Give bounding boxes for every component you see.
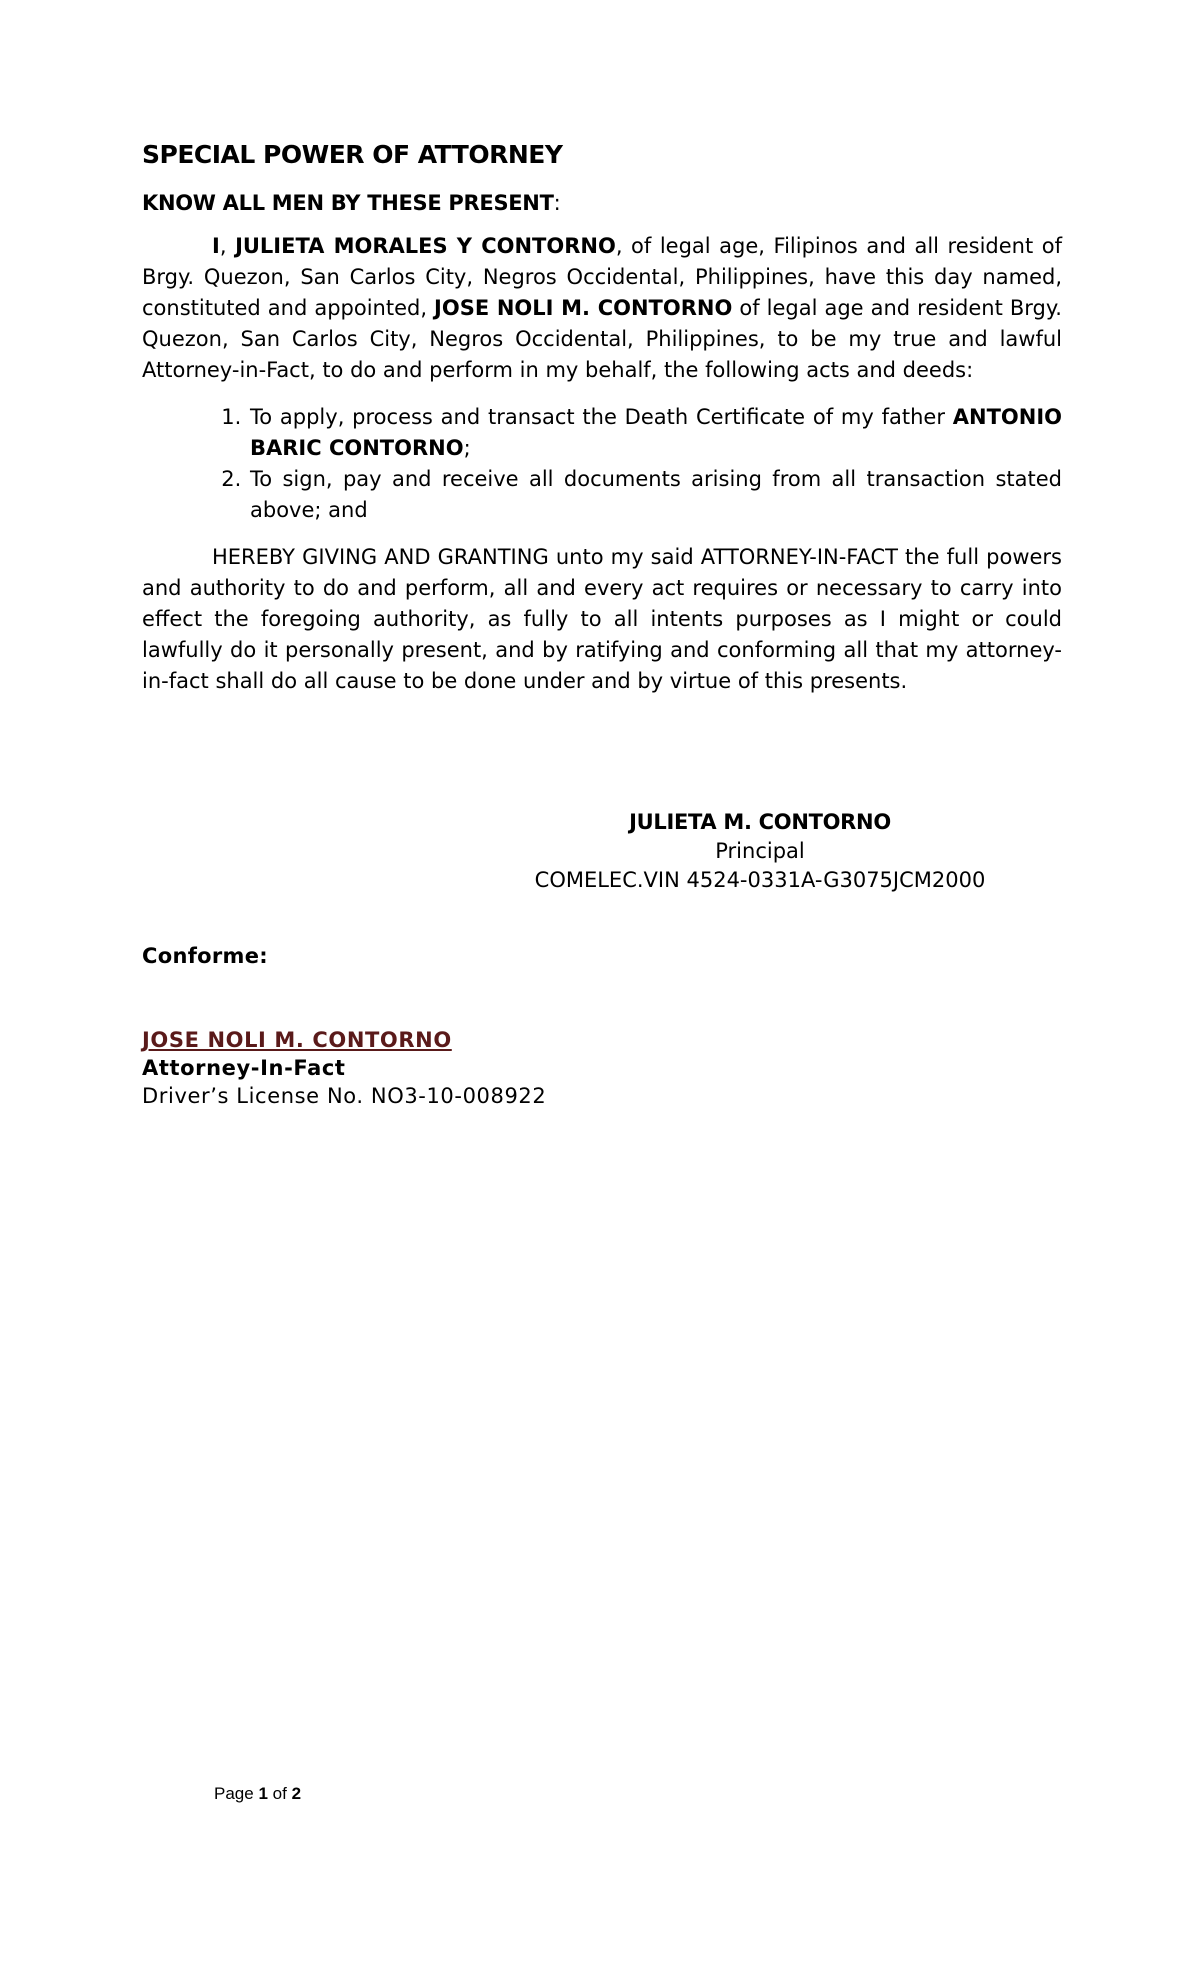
- document-body: [142, 140, 1062, 697]
- salutation-colon: :: [553, 191, 561, 215]
- principal-name: JULIETA M. CONTORNO: [629, 810, 891, 834]
- principal-id: COMELEC.VIN 4524-0331A-G3075JCM2000: [534, 868, 986, 892]
- act-text: To apply, process and transact the Death Certificate of my father: [250, 405, 953, 429]
- principal-full-name: JULIETA MORALES Y CONTORNO: [235, 234, 616, 258]
- page-current: 1: [258, 1784, 268, 1803]
- attorney-name-inline: JOSE NOLI M. CONTORNO: [434, 296, 733, 320]
- intro-paragraph: [142, 231, 1062, 386]
- list-item: [248, 402, 1062, 464]
- conforme-label: Conforme:: [142, 944, 268, 968]
- attorney-signature-block: [142, 1026, 546, 1110]
- attorney-id: Driver’s License No. NO3-10-008922: [142, 1084, 547, 1108]
- act-text: To sign, pay and receive all documents arising from all transaction stated above; and: [250, 467, 1062, 522]
- intro-text-2: of legal age and resident Brgy. Quezon, San Carlos City, Negros Occidental, Philippines, to be my true and lawful Attorney-in-Fact, to do and perform in my behalf, the following acts and deeds:: [142, 296, 1062, 382]
- intro-sep: ,: [219, 234, 236, 258]
- principal-role: Principal: [715, 839, 805, 863]
- intro-text-1: , of legal age, Filipinos and all resident of Brgy. Quezon, San Carlos City, Negros Occidental, Philippines, have this day named, constituted and appointed,: [142, 234, 1062, 320]
- attorney-name: JOSE NOLI M. CONTORNO: [142, 1028, 452, 1052]
- acts-list: [142, 402, 1062, 526]
- principal-signature-block: [480, 808, 1040, 895]
- act-tail: ;: [463, 436, 471, 460]
- document-title: SPECIAL POWER OF ATTORNEY: [142, 140, 563, 169]
- list-item: [248, 464, 1062, 526]
- salutation-text: KNOW ALL MEN BY THESE PRESENT: [142, 191, 554, 215]
- attorney-role: Attorney-In-Fact: [142, 1056, 346, 1080]
- granting-paragraph: HEREBY GIVING AND GRANTING unto my said ATTORNEY-IN-FACT the full powers and authority to do and perform, all and every act requires or necessary to carry into effect the foregoing authority, as fully to all intents purposes as I might or could lawfully do it personally present, and by ratifying and conforming all that my attorney-in-fact shall do all cause to be done under and by virtue of this presents.: [142, 545, 1062, 693]
- page-word: Page: [214, 1784, 254, 1803]
- page-number: [214, 1784, 301, 1804]
- of-word: of: [272, 1784, 287, 1803]
- salutation: [142, 191, 1062, 215]
- father-name: ANTONIO BARIC CONTORNO: [250, 405, 1062, 460]
- page-total: 2: [291, 1784, 302, 1803]
- intro-i: I: [212, 234, 220, 258]
